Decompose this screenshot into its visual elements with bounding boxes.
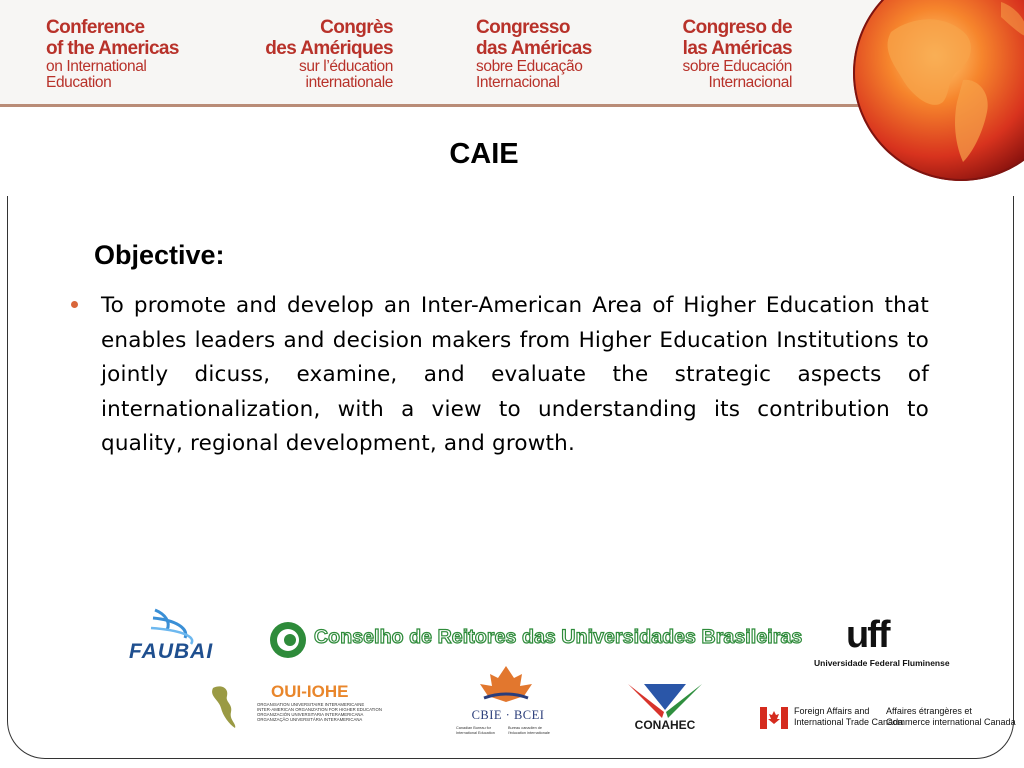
header-subtitle: Internacional xyxy=(476,74,560,91)
crub-wordmark: Conselho de Reitores das Universidades Brasileiras xyxy=(314,626,803,648)
canada-french: Affaires étrangères et Commerce international Canada xyxy=(886,706,1016,727)
conahec-wordmark: CONAHEC xyxy=(634,718,696,732)
header-title: of the Americas xyxy=(46,38,179,59)
header-title: des Amériques xyxy=(265,38,393,59)
oui-subtitle: ORGANISATION UNIVERSITAIRE INTERAMERICAINE INTER-AMERICAN ORGANIZATION FOR HIGHER EDUCATION ORGANIZACIÓN UNIVERSITARIA INTERAMERICANA ORGANIZAÇÃO UNIVERSITÁRIA INTERAMERICANA xyxy=(257,702,382,722)
faubai-wordmark: FAUBAI xyxy=(129,640,214,663)
canada-logo xyxy=(760,706,1016,736)
header-title: das Américas xyxy=(476,38,592,59)
header-title: las Américas xyxy=(682,38,792,59)
bullet-icon xyxy=(71,301,78,308)
oui-iohe-logo xyxy=(205,680,382,730)
objective-heading: Objective: xyxy=(94,240,225,270)
uff-mark: uff xyxy=(846,614,889,656)
header-english xyxy=(46,17,179,91)
header-subtitle: sobre Educação xyxy=(476,58,583,75)
cbie-french: Bureau canadien de l'éducation internationale xyxy=(508,726,550,735)
header-subtitle: internationale xyxy=(305,74,393,91)
slide-title: CAIE xyxy=(449,138,519,170)
uff-name: Universidade Federal Fluminense xyxy=(814,658,950,668)
canada-flag-icon xyxy=(760,707,788,729)
uff-logo xyxy=(812,614,950,672)
header-subtitle: on International xyxy=(46,58,147,75)
header-title: Congrès xyxy=(320,17,393,38)
cbie-logo xyxy=(452,664,562,744)
header-portuguese xyxy=(476,17,592,91)
header-subtitle: sobre Educación xyxy=(682,58,792,75)
header-title: Congresso xyxy=(476,17,570,38)
header-title: Conference xyxy=(46,17,145,38)
cbie-wordmark: CBIE · BCEI xyxy=(471,708,545,722)
header-spanish xyxy=(640,17,792,91)
header-subtitle: Internacional xyxy=(708,74,792,91)
conahec-logo xyxy=(624,682,706,740)
header-subtitle: Education xyxy=(46,74,112,91)
crub-logo xyxy=(268,620,803,660)
cbie-english: Canadian Bureau for International Education xyxy=(456,726,495,735)
faubai-logo xyxy=(127,604,217,664)
objective-text: To promote and develop an Inter-American Area of Higher Education that enables leaders and decision makers from Higher Education Institutions to jointly dicuss, examine, and evaluate the strategic aspects of internationalization, with a view to understanding its contribution to quality, regional development, and growth. xyxy=(101,293,929,457)
header-subtitle: sur l’éducation xyxy=(299,58,393,75)
header-title: Congreso de xyxy=(682,17,792,38)
header-french xyxy=(236,17,393,91)
oui-wordmark: OUI-IOHE xyxy=(271,682,349,701)
canada-english: Foreign Affairs and International Trade Canada xyxy=(794,706,904,727)
